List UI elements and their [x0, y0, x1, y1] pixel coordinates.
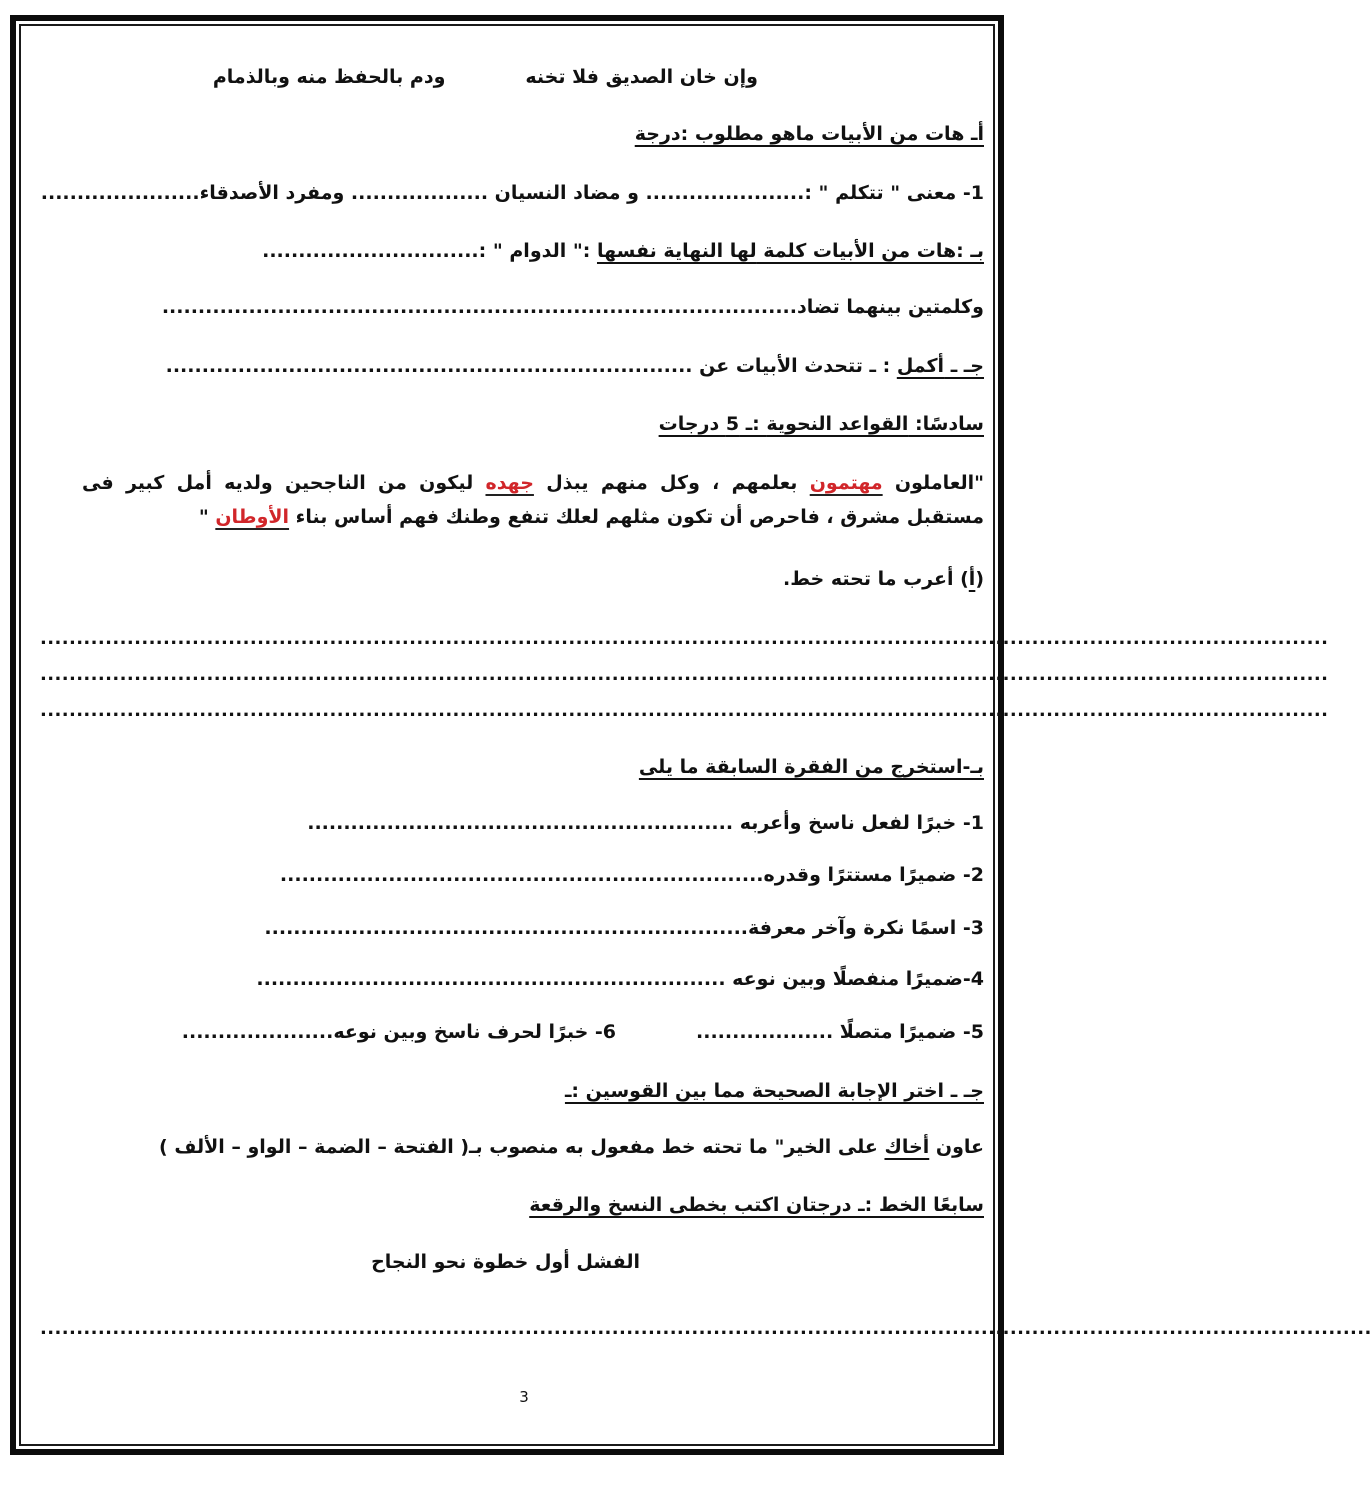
answer-line[interactable]: ..................................................................................................................................................................................: [40, 700, 1329, 721]
answer-blank[interactable]: .........................................................................: [165, 355, 693, 377]
grammar-heading-suffix: :ـ 5 درجات: [658, 413, 767, 435]
section-c-suffix: : ـ تتحدث الأبيات عن: [692, 355, 897, 377]
answer-blank[interactable]: ......................: [40, 182, 200, 204]
grammar-heading-prefix: سادسًا:: [908, 413, 984, 435]
extract-item-label: 2- ضميرًا مستترًا وقدره: [763, 864, 984, 886]
answer-line[interactable]: ........................................................................................................................................................................................: [40, 1318, 1372, 1339]
verse-first-half: وإن خان الصديق فلا تخنه: [525, 66, 758, 88]
highlighted-word: الأوطان: [215, 506, 290, 528]
answer-blank[interactable]: .....................: [181, 1021, 334, 1043]
extract-item-pair: [182, 1021, 984, 1044]
answer-line[interactable]: ..................................................................................................................................................................................: [40, 628, 1329, 649]
highlighted-word: جهده: [485, 472, 534, 494]
paren-close: ): [960, 568, 969, 590]
extract-item-label: 5- ضميرًا متصلًا: [833, 1021, 984, 1043]
grammar-heading: [659, 413, 984, 436]
verse-second-half: ودم بالحفظ منه وبالذمام: [212, 66, 446, 88]
handwriting-sentence: الفشل أول خطوة نحو النجاح: [371, 1251, 640, 1273]
section-a-heading: أـ هات من الأبيات ماهو مطلوب :درجة: [634, 123, 984, 145]
underlined-word: أخاك: [884, 1136, 930, 1158]
section-c-underlined: أكمل: [896, 355, 945, 377]
answer-blank[interactable]: ........................................................................................: [161, 296, 797, 318]
extract-item-label: 1- خبرًا لفعل ناسخ وأعربه: [733, 812, 984, 834]
answer-blank[interactable]: ..............................: [262, 240, 479, 262]
part-c-question: [159, 1136, 984, 1159]
passage-text: ": [198, 506, 216, 528]
part-a-label: أ: [968, 568, 976, 590]
extract-item-label: 4-ضميرًا منفصلًا وبين نوعه: [725, 968, 984, 990]
question-text: عاون: [929, 1136, 984, 1158]
answer-blank[interactable]: ...........................................................: [307, 812, 734, 834]
extract-item: [280, 864, 984, 887]
section-b-heading: [262, 240, 984, 263]
extract-item: [256, 968, 984, 991]
answer-line[interactable]: ..................................................................................................................................................................................: [40, 664, 1329, 685]
paren-open: (: [975, 568, 984, 590]
q1-antonym-label: و مضاد النسيان: [488, 182, 646, 204]
handwriting-heading: سابعًا الخط :ـ درجتان اكتب بخطى النسخ والرقعة: [529, 1194, 984, 1216]
section-b-underlined: لها النهاية نفسها: [596, 240, 757, 262]
section-c: [166, 355, 984, 378]
page-number: 3: [519, 1388, 529, 1406]
part-a-instruction: [783, 568, 984, 591]
highlighted-word: مهتمون: [809, 472, 883, 494]
part-a-text: أعرب ما تحته خط.: [782, 568, 961, 590]
section-b-suffix: :" الدوام " :: [478, 240, 597, 262]
extract-item-label: 3- اسمًا نكرة وآخر معرفة: [748, 917, 984, 939]
answer-blank[interactable]: ...................: [696, 1021, 834, 1043]
section-b-prefix: بـ :هات من الأبيات كلمة: [756, 240, 984, 262]
extract-item: [264, 917, 984, 940]
passage-text: "العاملون: [882, 472, 984, 494]
poem-verse: [213, 66, 758, 89]
answer-blank[interactable]: ...................................................................: [264, 917, 749, 939]
answer-blank[interactable]: ...................: [350, 182, 489, 204]
antonyms-label: وكلمتين بينهما تضاد: [797, 296, 984, 318]
question-text: على الخير" ما تحته خط مفعول به منصوب بـ( الفتحة – الضمة – الواو – الألف ): [159, 1136, 885, 1158]
grammar-passage: [82, 466, 984, 534]
q1-singular-label: ومفرد الأصدقاء: [199, 182, 351, 204]
section-a-q1: [41, 182, 984, 205]
passage-text: ليكون من الناجحين ولديه أمل كبير فى مستقبل مشرق ، فاحرص أن تكون مثلهم لعلك تنفع وطنك فهم أساس بناء: [82, 472, 984, 528]
answer-blank[interactable]: .................................................................: [256, 968, 726, 990]
grammar-heading-underlined: القواعد النحوية: [766, 413, 909, 435]
part-b-heading: بـ-استخرج من الفقرة السابقة ما يلى: [638, 756, 984, 778]
extract-item: [307, 812, 984, 835]
passage-text: بعلمهم ، وكل منهم يبذل: [533, 472, 810, 494]
extract-item-label: 6- خبرًا لحرف ناسخ وبين نوعه: [333, 1021, 617, 1043]
part-c-heading: جـ ـ اختر الإجابة الصحيحة مما بين القوسين :ـ: [564, 1080, 984, 1102]
answer-blank[interactable]: ......................: [645, 182, 805, 204]
answer-blank[interactable]: ...................................................................: [279, 864, 764, 886]
section-b-line2: [162, 296, 984, 319]
q1-prefix: 1- معنى " تتكلم " :: [804, 182, 984, 204]
section-c-prefix: جـ ـ: [944, 355, 984, 377]
